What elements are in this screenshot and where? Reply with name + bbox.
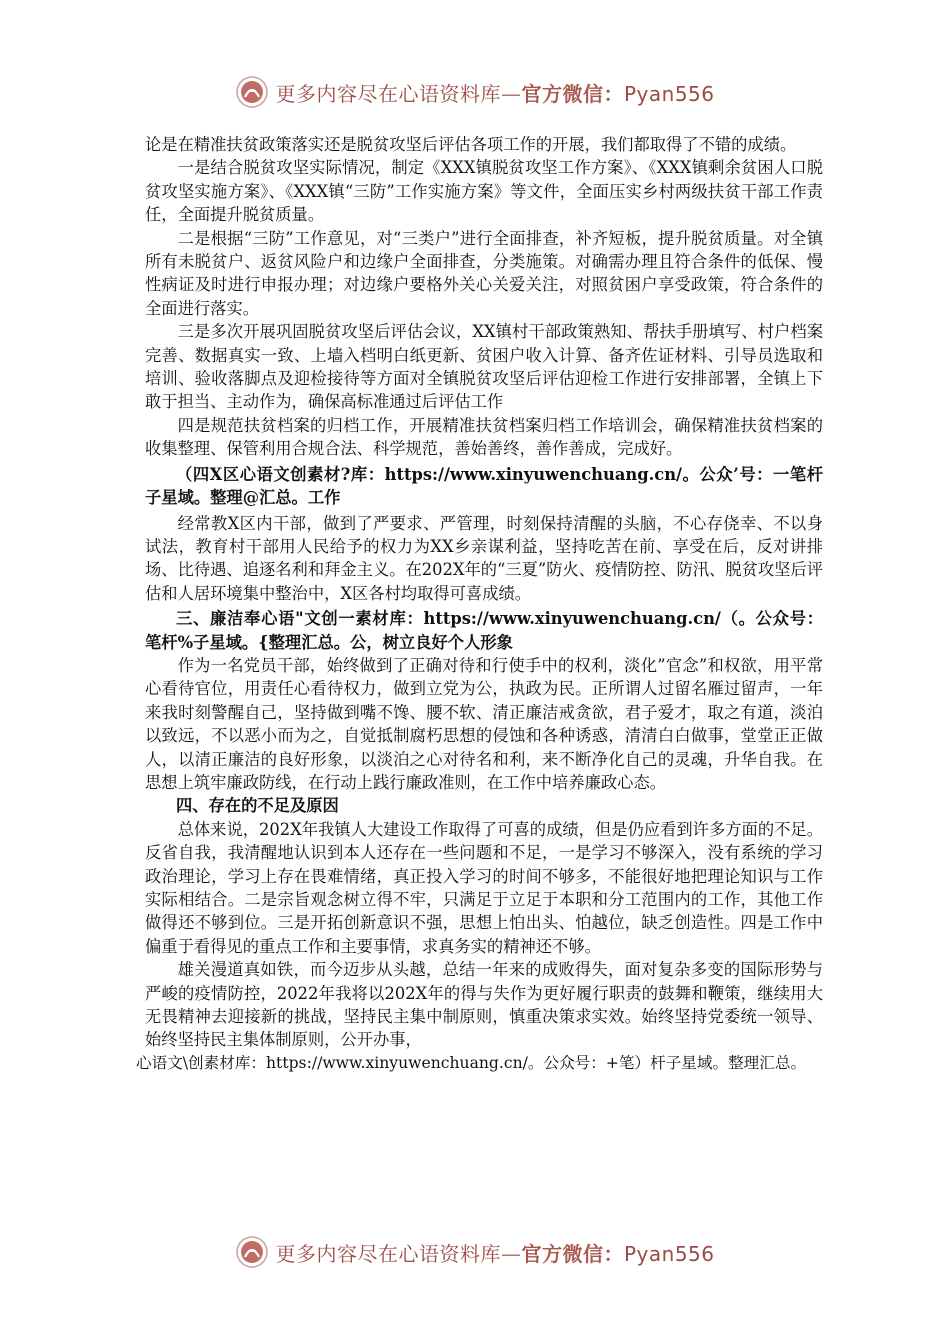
wechat-id: Pyan556 [623,1241,715,1266]
footer-banner [0,1232,950,1272]
paragraph: 一是结合脱贫攻坚实际情况，制定《XXX镇脱贫攻坚工作方案》、《XXX镇剩余贫困人口脱贫攻坚实施方案》、《XXX镇“三防”工作实施方案》等文件，全面压实乡村两级扶贫干部工作责任，全面提升脱贫质量。 [145,158,823,225]
section-heading: 四、存在的不足及原因 [175,796,339,816]
paragraph: 论是在精准扶贫政策落实还是脱贫攻坚后评估各项工作的开展，我们都取得了不错的成绩。 [145,135,797,154]
brand-logo-icon [235,75,269,109]
paragraph: 二是根据“三防”工作意见，对“三类户”进行全面排查，补齐短板，提升脱贫质量。对全镇所有未脱贫户、返贫风险户和边缘户全面排查，分类施策。对确需办理且符合条件的低保、慢性病证及时进行申报办理；对边缘户要格外关心关爱关注，对照贫困户享受政策，符合条件的全面进行落实。 [145,228,823,318]
brand-logo-icon [235,1235,269,1269]
paragraph: 雄关漫道真如铁，而今迈步从头越，总结一年来的成败得失，面对复杂多变的国际形势与严峻的疫情防控，2022年我将以202X年的得与失作为更好履行职责的鼓舞和鞭策，继续用大无畏精神去迎接新的挑战，坚持民主集中制原则，慎重决策求实效。始终坚持党委统一领导、始终坚持民主集体制原则，公开办事， [145,960,823,1050]
paragraph: 经常教X区内干部，做到了严要求、严管理，时刻保持清醒的头脑，不心存侥幸、不以身试法，教育村干部用人民给予的权力为XX乡亲谋利益，坚持吃苦在前、享受在后，反对讲排场、比待遇、追逐名利和拜金主义。在202X年的“三夏”防火、疫情防控、防汛、脱贫攻坚后评估和人居环境集中整治中，X区各村均取得可喜成绩。 [145,513,824,603]
watermark-note: 心语文\创素材库：https://www.xinyuwenchuang.cn/。公众号：+笔）杆子星域。整理汇总。 [136,1053,807,1072]
paragraph: 作为一名党员干部，始终做到了正确对待和行使手中的权利，淡化”官念”和权欲，用平常心看待官位，用责任心看待权力，做到立党为公，执政为民。正所谓人过留名雁过留声，一年来我时刻警醒自己，坚持做到嘴不馋、腰不软、清正廉洁戒贪欲，君子爱才，取之有道，淡泊以致远，不以恶小而为之，自觉抵制腐朽思想的侵蚀和各种诱惑，清清白白做事，堂堂正正做人，以清正廉洁的良好形象，以淡泊之心对待名和利，来不断净化自己的灵魂，升华自我。在思想上筑牢廉政防线，在行动上践行廉政准则，在工作中培养廉政心态。 [145,655,823,792]
header-banner [0,72,950,112]
paragraph: 三是多次开展巩固脱贫攻坚后评估会议，XX镇村干部政策熟知、帮扶手册填写、村户档案完善、数据真实一致、上墙入档明白纸更新、贫困户收入计算、备齐佐证材料、引导员选取和培训、验收落脚点及迎检接待等方面对全镇脱贫攻坚后评估迎检工作进行安排部署，全镇上下敢于担当、主动作为，确保高标准通过后评估工作 [145,322,823,412]
wechat-id: Pyan556 [623,81,715,106]
section-heading: （四X区心语文创素材?库：https://www.xinyuwenchuang.cn/。公众’号：一笔杆子星域。整理@汇总。工作 [145,464,823,508]
section-heading: 三、廉洁奉心语"文创一素材库：https://www.xinyuwenchuang.cn/（。公众号：笔杆%子星域。{整理汇总。公，树立良好个人形象 [145,609,823,652]
paragraph: 总体来说，202X年我镇人大建设工作取得了可喜的成绩，但是仍应看到许多方面的不足。反省自我，我清醒地认识到本人还存在一些问题和不足，一是学习不够深入，没有系统的学习政治理论，学习上存在畏难情绪，真正投入学习的时间不够多，不能很好地把理论知识与工作实际相结合。二是宗旨观念树立得不牢，只满足于立足于本职和分工范围内的工作，其他工作做得还不够到位。三是开拓创新意识不强，思想上怕出头、怕越位，缺乏创造性。四是工作中偏重于看得见的重点工作和主要事情，求真务实的精神还不够。 [145,819,823,956]
banner-text: 更多内容尽在心语资料库—官方微信：Pyan556 [275,81,715,106]
document-body [136,133,824,1075]
paragraph: 四是规范扶贫档案的归档工作，开展精准扶贫档案归档工作培训会，确保精准扶贫档案的收集整理、保管利用合规合法、科学规范，善始善终，善作善成，完成好。 [145,415,823,459]
banner-text: 更多内容尽在心语资料库—官方微信：Pyan556 [275,1241,715,1266]
